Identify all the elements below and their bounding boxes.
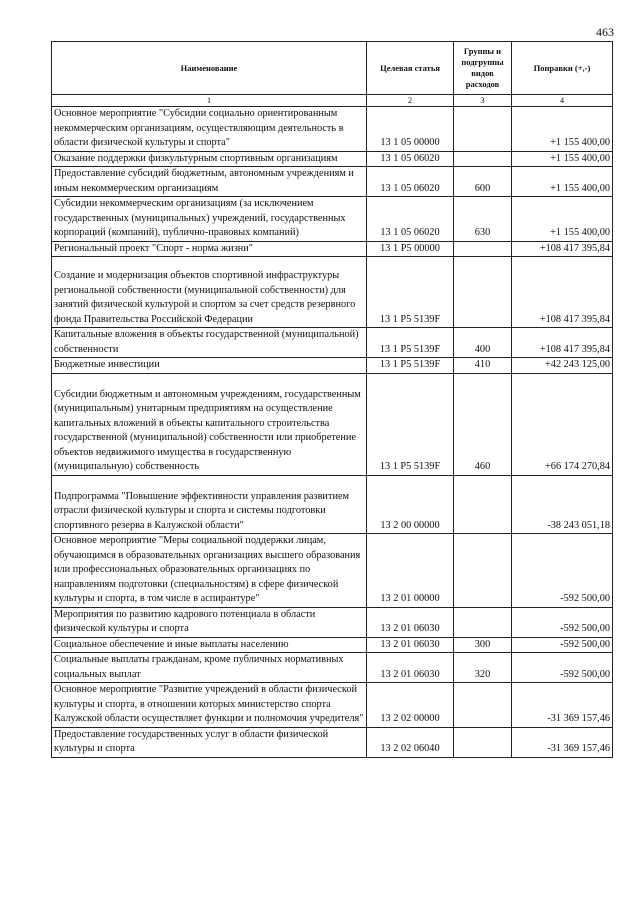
table-row xyxy=(52,167,613,197)
row-group xyxy=(454,475,512,534)
table-row xyxy=(52,197,613,242)
row-group: 400 xyxy=(454,328,512,358)
row-group: 320 xyxy=(454,653,512,683)
column-number: 4 xyxy=(512,95,613,107)
column-number-row xyxy=(52,95,613,107)
row-name: Мероприятия по развитию кадрового потенциала в области физической культуры и спорта xyxy=(52,607,367,637)
row-code: 13 2 01 06030 xyxy=(367,637,454,653)
column-number: 2 xyxy=(367,95,454,107)
row-name: Основное мероприятие "Меры социальной поддержки лицам, обучающимся в образовательных организациях высшего образования или профессиональных образовательных организациях по направлениям подготовки (специальностям) в сфере физической культуры и спорта, в том числе в аспирантуре" xyxy=(52,534,367,608)
header-amount: Поправки (+,-) xyxy=(512,42,613,95)
table-row xyxy=(52,358,613,374)
table-row xyxy=(52,637,613,653)
row-amount: -31 369 157,46 xyxy=(512,683,613,728)
row-name: Подпрограмма "Повышение эффективности управления развитием отрасли физической культуры и спорта и системы подготовки спортивного резерва в Калужской области" xyxy=(52,475,367,534)
row-amount: -592 500,00 xyxy=(512,534,613,608)
table-row xyxy=(52,653,613,683)
row-amount: -31 369 157,46 xyxy=(512,727,613,757)
row-group xyxy=(454,257,512,328)
row-name: Создание и модернизация объектов спортивной инфраструктуры региональной собственности (муниципальной собственности) для занятий физической культурой и спортом за счет средств резервного фонда Правительства Российской Федерации xyxy=(52,257,367,328)
row-amount: -592 500,00 xyxy=(512,653,613,683)
row-name: Предоставление государственных услуг в области физической культуры и спорта xyxy=(52,727,367,757)
row-code: 13 2 01 06030 xyxy=(367,607,454,637)
table-row xyxy=(52,151,613,167)
table-row xyxy=(52,328,613,358)
row-group: 600 xyxy=(454,167,512,197)
row-code: 13 1 05 00000 xyxy=(367,107,454,152)
table-row xyxy=(52,475,613,534)
table-row xyxy=(52,534,613,608)
table-row xyxy=(52,257,613,328)
budget-table xyxy=(51,41,613,758)
row-amount: +108 417 395,84 xyxy=(512,241,613,257)
row-amount: +108 417 395,84 xyxy=(512,257,613,328)
row-name: Социальные выплаты гражданам, кроме публичных нормативных социальных выплат xyxy=(52,653,367,683)
row-amount: +42 243 125,00 xyxy=(512,358,613,374)
row-name: Региональный проект "Спорт - норма жизни" xyxy=(52,241,367,257)
header-group: Группы и подгруппы видов расходов xyxy=(454,42,512,95)
row-code: 13 2 00 00000 xyxy=(367,475,454,534)
row-group xyxy=(454,727,512,757)
table-row xyxy=(52,241,613,257)
row-name: Основное мероприятие "Развитие учреждений в области физической культуры и спорта, в отношении которых министерство спорта Калужской области осуществляет функции и полномочия учредителя" xyxy=(52,683,367,728)
row-group: 460 xyxy=(454,373,512,475)
row-code: 13 1 05 06020 xyxy=(367,197,454,242)
row-group: 630 xyxy=(454,197,512,242)
row-amount: +1 155 400,00 xyxy=(512,151,613,167)
table-row xyxy=(52,607,613,637)
row-code: 13 2 01 06030 xyxy=(367,653,454,683)
row-amount: +1 155 400,00 xyxy=(512,167,613,197)
row-amount: -38 243 051,18 xyxy=(512,475,613,534)
row-group xyxy=(454,151,512,167)
row-group xyxy=(454,241,512,257)
row-code: 13 2 01 00000 xyxy=(367,534,454,608)
row-group xyxy=(454,683,512,728)
table-row xyxy=(52,107,613,152)
row-group xyxy=(454,107,512,152)
row-name: Оказание поддержки физкультурным спортивным организациям xyxy=(52,151,367,167)
row-code: 13 1 P5 5139F xyxy=(367,328,454,358)
row-amount: -592 500,00 xyxy=(512,637,613,653)
row-code: 13 2 02 06040 xyxy=(367,727,454,757)
page-number: 463 xyxy=(596,25,614,39)
column-number: 1 xyxy=(52,95,367,107)
row-name: Социальное обеспечение и иные выплаты населению xyxy=(52,637,367,653)
row-amount: +66 174 270,84 xyxy=(512,373,613,475)
table-row xyxy=(52,683,613,728)
table-row xyxy=(52,373,613,475)
column-number: 3 xyxy=(454,95,512,107)
row-code: 13 2 02 00000 xyxy=(367,683,454,728)
row-code: 13 1 P5 00000 xyxy=(367,241,454,257)
row-group xyxy=(454,607,512,637)
row-name: Предоставление субсидий бюджетным, автономным учреждениям и иным некоммерческим организациям xyxy=(52,167,367,197)
row-group: 300 xyxy=(454,637,512,653)
row-group: 410 xyxy=(454,358,512,374)
row-name: Основное мероприятие "Субсидии социально ориентированным некоммерческим организациям, осуществляющим деятельность в области физической культуры и спорта" xyxy=(52,107,367,152)
row-group xyxy=(454,534,512,608)
row-code: 13 1 05 06020 xyxy=(367,151,454,167)
row-amount: +1 155 400,00 xyxy=(512,197,613,242)
row-name: Субсидии некоммерческим организациям (за исключением государственных (муниципальных) учреждений, государственных корпораций (компаний), публично-правовых компаний) xyxy=(52,197,367,242)
row-amount: +108 417 395,84 xyxy=(512,328,613,358)
row-amount: -592 500,00 xyxy=(512,607,613,637)
row-code: 13 1 05 06020 xyxy=(367,167,454,197)
row-name: Бюджетные инвестиции xyxy=(52,358,367,374)
row-amount: +1 155 400,00 xyxy=(512,107,613,152)
header-row xyxy=(52,42,613,95)
row-code: 13 1 P5 5139F xyxy=(367,373,454,475)
table-row xyxy=(52,727,613,757)
row-name: Субсидии бюджетным и автономным учреждениям, государственным (муниципальным) унитарным предприятиям на осуществление капитальных вложений в объекты капитального строительства государственной (муниципальной) собственности или приобретение объектов недвижимого имущества в государственную (муниципальную) собственность xyxy=(52,373,367,475)
header-name: Наименование xyxy=(52,42,367,95)
header-code: Целевая статья xyxy=(367,42,454,95)
row-code: 13 1 P5 5139F xyxy=(367,358,454,374)
row-name: Капитальные вложения в объекты государственной (муниципальной) собственности xyxy=(52,328,367,358)
row-code: 13 1 P5 5139F xyxy=(367,257,454,328)
